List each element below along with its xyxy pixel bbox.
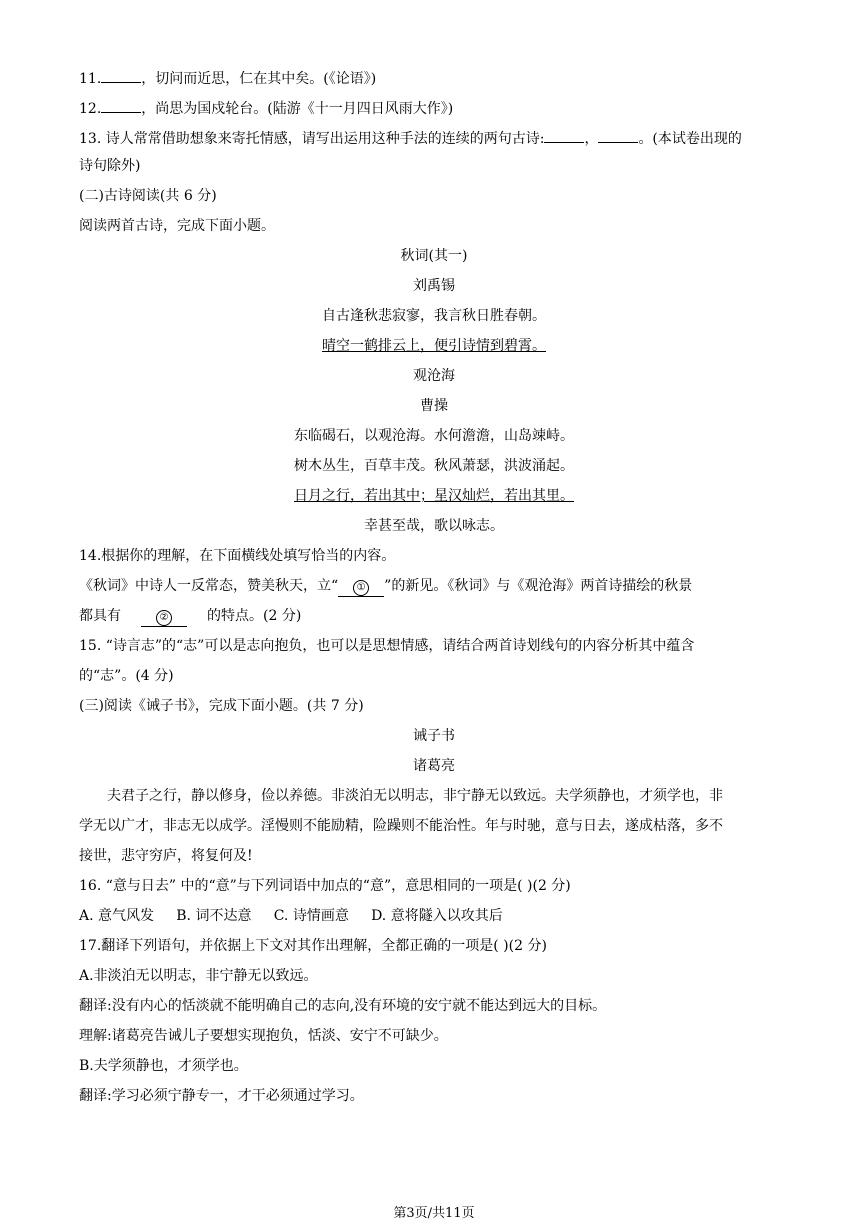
question-11-number: 11.	[79, 71, 102, 87]
question-14-line1: 《秋词》中诗人一反常态，赞美秋天，立“ ① ”的新见。《秋词》与《观沧海》两首诗描绘的秋景	[79, 576, 692, 597]
section-3-title: (三)阅读《诫子书》，完成下面小题。(共 7 分)	[79, 698, 364, 714]
underlined-text: 日月之行，若出其中；星汉灿烂，若出其里。	[294, 488, 574, 504]
poem1-line: 自古逢秋悲寂寥，我言秋日胜春朝。	[322, 308, 546, 324]
question-14-head: 14.根据你的理解，在下面横线处填写恰当的内容。	[79, 548, 396, 564]
section-2-title: (二)古诗阅读(共 6 分)	[79, 188, 217, 204]
option-a-understanding: 理解:诸葛亮告诫儿子要想实现抱负，恬淡、安宁不可缺少。	[79, 1028, 448, 1044]
essay-title: 诫子书	[413, 728, 455, 744]
answer-blank[interactable]	[598, 126, 638, 143]
question-15-line1: 15. “诗言志”的“志”可以是志向抱负，也可以是思想情感，请结合两首诗划线句的内容分析其中蕴含	[79, 638, 695, 654]
question-13-stem: 13. 诗人常常借助想象来寄托情感，请写出运用这种手法的连续的两句古诗:	[79, 131, 545, 147]
circled-number-1: ①	[353, 580, 369, 596]
question-16-stem: 16. “意与日去” 中的“意”与下列词语中加点的“意”，意思相同的一项是( )(2 分)	[79, 878, 571, 894]
page-footer: 第3页/共11页	[393, 1206, 475, 1221]
poem2-author: 曹操	[420, 398, 448, 414]
question-16-options: A. 意气风发 B. 词不达意 C. 诗情画意 D. 意将隧入以攻其后	[79, 908, 503, 924]
poem2-line: 树木丛生，百草丰茂。秋风萧瑟，洪波涌起。	[294, 458, 574, 474]
underlined-text: 晴空一鹤排云上，便引诗情到碧霄。	[322, 338, 546, 354]
question-17-stem: 17.翻译下列语句，并依据上下文对其作出理解，全都正确的一项是( )(2 分)	[79, 938, 547, 954]
poem2-line: 东临碣石，以观沧海。水何澹澹，山岛竦峙。	[294, 428, 574, 444]
poem1-title: 秋词(其一)	[400, 248, 468, 264]
question-12	[79, 96, 453, 119]
essay-line: 学无以广才，非志无以成学。淫慢则不能励精，险躁则不能治性。年与时驰，意与日去，遂成枯落，多不	[79, 818, 723, 834]
essay-line: 夫君子之行，静以修身，俭以养德。非淡泊无以明志，非宁静无以致远。夫学须静也，才须学也，非	[107, 788, 723, 804]
essay-line: 接世，悲守穷庐，将复何及!	[79, 848, 253, 864]
section-2-intro: 阅读两首古诗，完成下面小题。	[79, 218, 275, 234]
option-b-sentence: B.夫学须静也，才须学也。	[79, 1058, 248, 1074]
answer-blank[interactable]	[101, 66, 141, 83]
option-b-translation: 翻译:学习必须宁静专一，才干必须通过学习。	[79, 1088, 364, 1104]
option-a-translation: 翻译:没有内心的恬淡就不能明确自己的志向,没有环境的安宁就不能达到远大的目标。	[79, 998, 607, 1014]
separator: ，	[584, 131, 599, 147]
question-13-line1	[79, 126, 742, 149]
question-15-line2: 的“志”。(4 分)	[79, 668, 174, 684]
question-13-line2: 诗句除外)	[79, 158, 141, 174]
poem2-line: 幸甚至哉，歌以咏志。	[364, 518, 504, 534]
poem2-title: 观沧海	[413, 368, 455, 384]
answer-blank-1[interactable]	[338, 578, 384, 597]
poem1-author: 刘禹锡	[413, 278, 455, 294]
question-14-line2: 都具有 ② 的特点。(2 分)	[79, 606, 301, 627]
question-12-text: ，尚思为国戍轮台。(陆游《十一月四日风雨大作》)	[141, 101, 454, 117]
option-a-sentence: A.非淡泊无以明志，非宁静无以致远。	[79, 968, 318, 984]
essay-author: 诸葛亮	[413, 758, 455, 774]
answer-blank[interactable]	[101, 96, 141, 113]
question-11-text: ，切问而近思，仁在其中矣。(《论语》)	[141, 71, 377, 87]
question-11	[79, 66, 376, 89]
poem1-underlined-line	[0, 336, 868, 356]
question-12-number: 12.	[79, 101, 102, 117]
poem2-underlined-line	[0, 486, 868, 506]
answer-blank-2[interactable]	[141, 608, 187, 627]
answer-blank[interactable]	[544, 126, 584, 143]
circled-number-2: ②	[156, 610, 172, 626]
question-13-stem-end: 。(本试卷出现的	[638, 131, 742, 147]
